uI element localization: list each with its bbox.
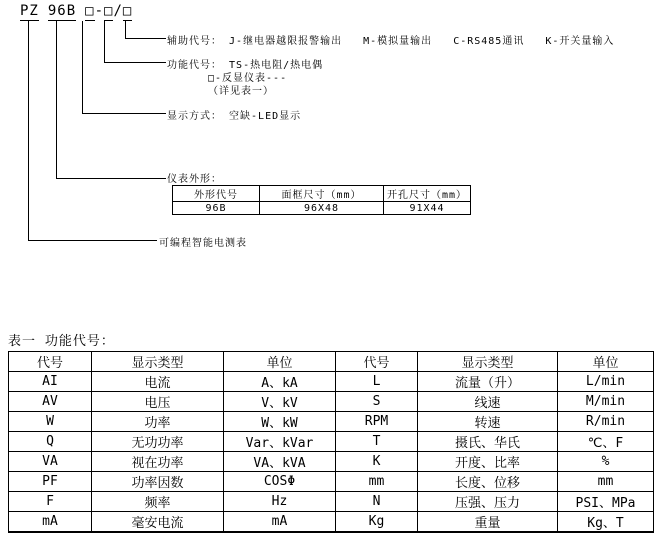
model-description-label: 可编程智能电测表 — [159, 238, 247, 249]
table-row — [9, 412, 654, 432]
table-row — [9, 512, 654, 533]
table-cell: 电压 — [92, 392, 224, 412]
column-header: 单位 — [558, 352, 654, 372]
table-cell: 视在功率 — [92, 452, 224, 472]
table-cell: 流量（升） — [418, 372, 558, 392]
function-code-table — [8, 351, 654, 533]
table-cell: VA、kVA — [224, 452, 336, 472]
column-header: 代号 — [336, 352, 418, 372]
model-placeholder-box: □ — [104, 3, 114, 19]
table-caption: 表一 功能代号： — [8, 334, 115, 349]
table-cell: T — [336, 432, 418, 452]
table-row — [9, 372, 654, 392]
model-code-separator: - — [94, 3, 105, 19]
table-cell: R/min — [558, 412, 654, 432]
column-header: 显示类型 — [92, 352, 224, 372]
table-cell: Kg — [336, 512, 418, 533]
table-cell: W — [9, 412, 92, 432]
shape-table-cell: 96B — [173, 202, 260, 215]
table-cell: AV — [9, 392, 92, 412]
aux-code-item: M-模拟量输出 — [363, 36, 433, 47]
connector-line — [104, 62, 166, 63]
function-code-label: 功能代号： — [167, 60, 222, 71]
connector-line — [125, 21, 126, 38]
table-cell: mA — [9, 512, 92, 533]
table-row — [9, 392, 654, 412]
table-row — [9, 452, 654, 472]
connector-line — [104, 21, 105, 62]
table-cell: A、kA — [224, 372, 336, 392]
table-cell: Kg、T — [558, 512, 654, 533]
shape-table-header-row — [173, 186, 471, 202]
table-row — [9, 492, 654, 512]
table-cell: S — [336, 392, 418, 412]
display-mode-label: 显示方式： — [167, 111, 222, 122]
aux-code-item: J-继电器越限报警输出 — [229, 36, 343, 47]
connector-line — [28, 21, 29, 240]
shape-table-header: 面框尺寸（mm） — [260, 186, 384, 202]
aux-code-label: 辅助代号： — [167, 36, 222, 47]
table-cell: L/min — [558, 372, 654, 392]
connector-line — [82, 21, 83, 113]
shape-table-cell: 96X48 — [260, 202, 384, 215]
model-code-separator: / — [113, 3, 123, 19]
shape-table-row — [173, 202, 471, 215]
display-mode-annotation — [167, 107, 301, 122]
table-cell: AI — [9, 372, 92, 392]
table-cell: 压强、压力 — [418, 492, 558, 512]
function-code-line2: □-反显仪表--- — [208, 73, 288, 84]
shape-table-header: 外形代号 — [173, 186, 260, 202]
aux-code-item: C-RS485通讯 — [453, 36, 525, 47]
model-placeholder-box: □ — [85, 3, 95, 19]
table-cell: Hz — [224, 492, 336, 512]
connector-line — [56, 178, 166, 179]
connector-line — [82, 113, 166, 114]
aux-code-annotation — [167, 32, 628, 47]
table-cell: M/min — [558, 392, 654, 412]
table-cell: 毫安电流 — [92, 512, 224, 533]
table-cell: ℃、F — [558, 432, 654, 452]
table-cell: 开度、比率 — [418, 452, 558, 472]
table-cell: 长度、位移 — [418, 472, 558, 492]
table-header-row — [9, 352, 654, 372]
shape-table-header: 开孔尺寸（mm） — [384, 186, 471, 202]
model-placeholder-box: □ — [122, 3, 133, 19]
model-code-title — [20, 3, 132, 19]
table-cell: mm — [336, 472, 418, 492]
table-cell: mm — [558, 472, 654, 492]
function-code-line1: TS-热电阻/热电偶 — [229, 60, 324, 71]
column-header: 单位 — [224, 352, 336, 372]
table-cell: 线速 — [418, 392, 558, 412]
model-code-part: PZ — [20, 3, 39, 19]
table-cell: L — [336, 372, 418, 392]
table-cell: Var、kVar — [224, 432, 336, 452]
table-cell: 功率 — [92, 412, 224, 432]
aux-code-item: K-开关量输入 — [545, 36, 615, 47]
table-row — [9, 432, 654, 452]
column-header: 代号 — [9, 352, 92, 372]
table-cell: 功率因数 — [92, 472, 224, 492]
table-cell: % — [558, 452, 654, 472]
table-cell: 电流 — [92, 372, 224, 392]
case-shape-label: 仪表外形： — [167, 174, 222, 185]
table-cell: PSI、MPa — [558, 492, 654, 512]
table-row — [9, 472, 654, 492]
table-cell: 摄氏、华氏 — [418, 432, 558, 452]
column-header: 显示类型 — [418, 352, 558, 372]
shape-table-cell: 91X44 — [384, 202, 471, 215]
function-code-line3: （详见表一） — [208, 86, 274, 97]
model-code-part: 96B — [47, 3, 77, 19]
table-cell: 无功功率 — [92, 432, 224, 452]
table-cell: PF — [9, 472, 92, 492]
table-cell: 重量 — [418, 512, 558, 533]
table-cell: N — [336, 492, 418, 512]
table-cell: K — [336, 452, 418, 472]
table-cell: V、kV — [224, 392, 336, 412]
shape-table — [172, 185, 471, 215]
table-cell: RPM — [336, 412, 418, 432]
connector-line — [125, 38, 166, 39]
connector-line — [56, 21, 57, 178]
table-cell: VA — [9, 452, 92, 472]
display-mode-text: 空缺-LED显示 — [229, 111, 302, 122]
table-cell: mA — [224, 512, 336, 533]
table-cell: Q — [9, 432, 92, 452]
table-cell: F — [9, 492, 92, 512]
table-cell: W、kW — [224, 412, 336, 432]
table-cell: 频率 — [92, 492, 224, 512]
connector-line — [28, 240, 157, 241]
table-cell: 转速 — [418, 412, 558, 432]
table-cell: COSΦ — [224, 472, 336, 492]
